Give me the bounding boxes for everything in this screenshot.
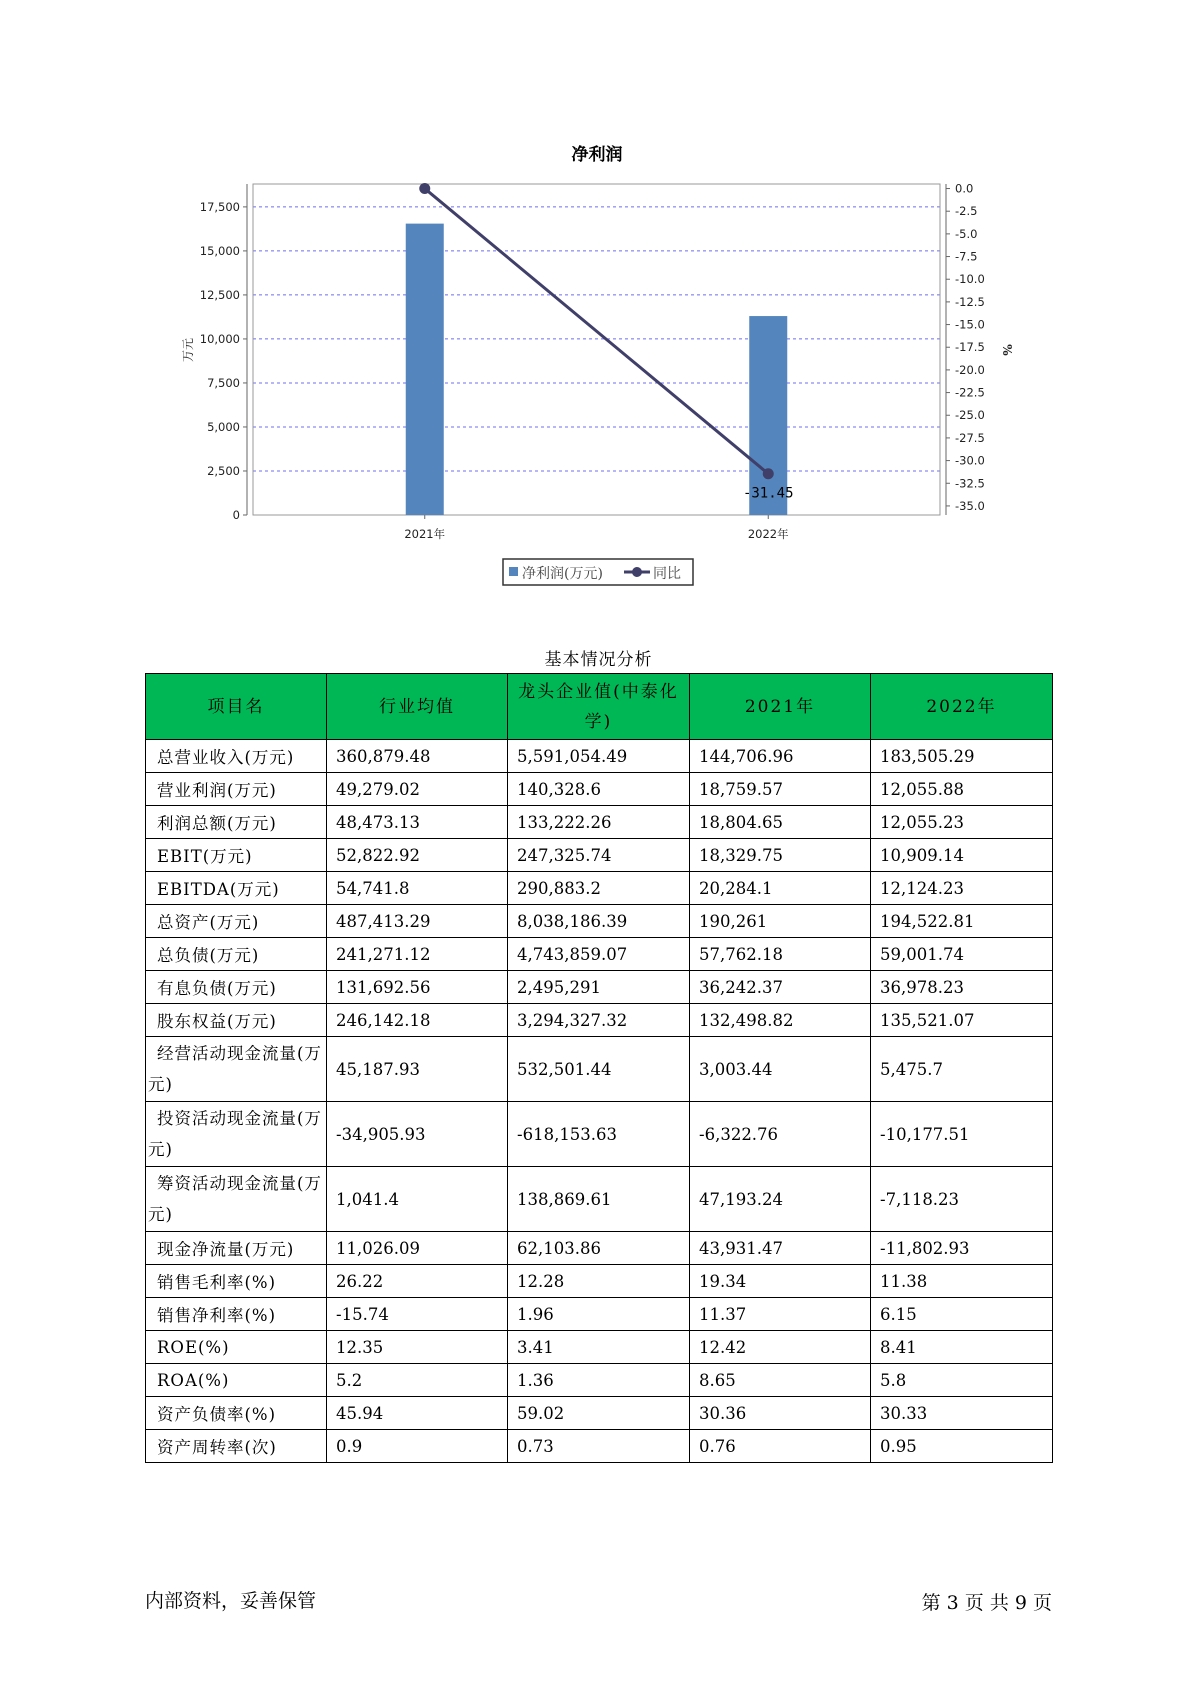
- value-cell: 0.76: [690, 1430, 871, 1463]
- value-cell: 54,741.8: [327, 872, 508, 905]
- row-label-cell: 销售毛利率(%): [146, 1265, 327, 1298]
- table-row: [146, 773, 1053, 806]
- table-row: [146, 1102, 1053, 1167]
- value-cell: 10,909.14: [871, 839, 1053, 872]
- value-cell: 532,501.44: [508, 1037, 690, 1102]
- right-axis-label: %: [1000, 344, 1014, 356]
- row-label-cell: 有息负债(万元): [146, 971, 327, 1004]
- value-cell: 6.15: [871, 1298, 1053, 1331]
- right-tick-label: -10.0: [955, 272, 985, 287]
- value-cell: 12.35: [327, 1331, 508, 1364]
- right-tick-label: -7.5: [955, 249, 978, 264]
- value-cell: 144,706.96: [690, 740, 871, 773]
- footer-page-number: 第 3 页 共 9 页: [921, 1592, 1052, 1614]
- header-2022: 2022年: [871, 674, 1053, 740]
- chart-title: 净利润: [571, 145, 623, 165]
- left-tick-label: 17,500: [199, 199, 240, 214]
- row-label-cell: 筹资活动现金流量(万元): [146, 1167, 327, 1232]
- value-cell: -6,322.76: [690, 1102, 871, 1167]
- x-axis: [404, 515, 789, 541]
- value-cell: 45,187.93: [327, 1037, 508, 1102]
- basic-analysis-table: [145, 673, 1053, 1463]
- header-item-name: 项目名: [146, 674, 327, 740]
- left-tick-label: 15,000: [199, 243, 240, 258]
- right-tick-label: -2.5: [955, 204, 978, 219]
- value-cell: 3,294,327.32: [508, 1004, 690, 1037]
- table-row: [146, 1397, 1053, 1430]
- row-label-cell: ROE(%): [146, 1331, 327, 1364]
- bar: [406, 224, 444, 515]
- value-cell: 8,038,186.39: [508, 905, 690, 938]
- header-industry-average: 行业均值: [327, 674, 508, 740]
- table-row: [146, 1167, 1053, 1232]
- value-cell: -11,802.93: [871, 1232, 1053, 1265]
- value-cell: 52,822.92: [327, 839, 508, 872]
- value-cell: 246,142.18: [327, 1004, 508, 1037]
- left-axis-label: 万元: [181, 337, 195, 363]
- value-cell: 183,505.29: [871, 740, 1053, 773]
- x-tick-label: 2021年: [404, 527, 446, 541]
- value-cell: 59,001.74: [871, 938, 1053, 971]
- legend-line-label: 同比: [653, 566, 681, 582]
- row-label-cell: EBIT(万元): [146, 839, 327, 872]
- table-row: [146, 740, 1053, 773]
- left-tick-label: 5,000: [207, 419, 240, 434]
- value-cell: -34,905.93: [327, 1102, 508, 1167]
- value-cell: 140,328.6: [508, 773, 690, 806]
- value-cell: 3.41: [508, 1331, 690, 1364]
- table-row: [146, 1331, 1053, 1364]
- left-tick-label: 10,000: [199, 331, 240, 346]
- value-cell: 5.2: [327, 1364, 508, 1397]
- table-row: [146, 971, 1053, 1004]
- line-series: [419, 183, 793, 502]
- row-label-cell: 营业利润(万元): [146, 773, 327, 806]
- value-cell: 26.22: [327, 1265, 508, 1298]
- legend-line-marker: [632, 567, 642, 577]
- value-cell: 5.8: [871, 1364, 1053, 1397]
- value-cell: 8.41: [871, 1331, 1053, 1364]
- value-cell: 1.96: [508, 1298, 690, 1331]
- footer-confidential-note: 内部资料，妥善保管: [145, 1590, 317, 1612]
- value-cell: 18,329.75: [690, 839, 871, 872]
- row-label-cell: EBITDA(万元): [146, 872, 327, 905]
- value-cell: 131,692.56: [327, 971, 508, 1004]
- line-point: [419, 183, 430, 194]
- left-axis: [200, 184, 247, 522]
- right-tick-label: -32.5: [955, 476, 985, 491]
- value-cell: 48,473.13: [327, 806, 508, 839]
- value-cell: 0.95: [871, 1430, 1053, 1463]
- row-label-cell: 股东权益(万元): [146, 1004, 327, 1037]
- right-tick-label: -35.0: [955, 498, 985, 513]
- value-cell: 1,041.4: [327, 1167, 508, 1232]
- left-tick-label: 7,500: [207, 375, 240, 390]
- value-cell: 47,193.24: [690, 1167, 871, 1232]
- value-cell: 12.42: [690, 1331, 871, 1364]
- right-tick-label: -15.0: [955, 317, 985, 332]
- value-cell: 3,003.44: [690, 1037, 871, 1102]
- header-2021: 2021年: [690, 674, 871, 740]
- table-header-row: [146, 674, 1053, 740]
- value-cell: 487,413.29: [327, 905, 508, 938]
- row-label-cell: 投资活动现金流量(万元): [146, 1102, 327, 1167]
- row-label-cell: 现金净流量(万元): [146, 1232, 327, 1265]
- value-cell: 20,284.1: [690, 872, 871, 905]
- value-cell: 241,271.12: [327, 938, 508, 971]
- value-cell: 11,026.09: [327, 1232, 508, 1265]
- value-cell: 8.65: [690, 1364, 871, 1397]
- row-label-cell: 销售净利率(%): [146, 1298, 327, 1331]
- value-cell: 12,055.23: [871, 806, 1053, 839]
- row-label-cell: 资产周转率(次): [146, 1430, 327, 1463]
- value-cell: 45.94: [327, 1397, 508, 1430]
- value-cell: -618,153.63: [508, 1102, 690, 1167]
- value-cell: 19.34: [690, 1265, 871, 1298]
- value-cell: -10,177.51: [871, 1102, 1053, 1167]
- value-cell: -7,118.23: [871, 1167, 1053, 1232]
- right-tick-label: -12.5: [955, 294, 985, 309]
- table-row: [146, 938, 1053, 971]
- value-cell: 5,591,054.49: [508, 740, 690, 773]
- value-cell: 18,804.65: [690, 806, 871, 839]
- value-cell: 138,869.61: [508, 1167, 690, 1232]
- table-row: [146, 1037, 1053, 1102]
- table-row: [146, 1265, 1053, 1298]
- chart-gridlines: [253, 207, 940, 471]
- value-cell: 62,103.86: [508, 1232, 690, 1265]
- left-tick-label: 12,500: [199, 287, 240, 302]
- table-caption: 基本情况分析: [544, 650, 653, 670]
- value-cell: 2,495,291: [508, 971, 690, 1004]
- value-cell: 36,242.37: [690, 971, 871, 1004]
- value-cell: 43,931.47: [690, 1232, 871, 1265]
- table-body: [146, 740, 1053, 1463]
- legend-bar-label: 净利润(万元): [522, 566, 603, 582]
- row-label-cell: 资产负债率(%): [146, 1397, 327, 1430]
- value-cell: 57,762.18: [690, 938, 871, 971]
- right-tick-label: -30.0: [955, 453, 985, 468]
- x-tick-label: 2022年: [747, 527, 789, 541]
- value-cell: 5,475.7: [871, 1037, 1053, 1102]
- value-cell: 290,883.2: [508, 872, 690, 905]
- left-tick-label: 2,500: [207, 463, 240, 478]
- right-tick-label: -20.0: [955, 362, 985, 377]
- table-row: [146, 1430, 1053, 1463]
- value-cell: 30.36: [690, 1397, 871, 1430]
- right-tick-label: -17.5: [955, 340, 985, 355]
- line-data-label: -31.45: [742, 485, 794, 502]
- value-cell: 190,261: [690, 905, 871, 938]
- left-tick-label: 0: [232, 508, 240, 522]
- value-cell: 12,055.88: [871, 773, 1053, 806]
- row-label-cell: 总负债(万元): [146, 938, 327, 971]
- value-cell: 11.37: [690, 1298, 871, 1331]
- value-cell: 11.38: [871, 1265, 1053, 1298]
- value-cell: 194,522.81: [871, 905, 1053, 938]
- plot-area-frame: [253, 184, 940, 515]
- net-profit-chart: [0, 0, 1191, 600]
- row-label-cell: 利润总额(万元): [146, 806, 327, 839]
- table-row: [146, 1004, 1053, 1037]
- row-label-cell: 总资产(万元): [146, 905, 327, 938]
- value-cell: 0.9: [327, 1430, 508, 1463]
- value-cell: 4,743,859.07: [508, 938, 690, 971]
- legend-bar-swatch: [509, 567, 518, 576]
- header-leader-value: 龙头企业值(中泰化学): [508, 674, 690, 740]
- table-row: [146, 905, 1053, 938]
- chart-legend: [503, 559, 693, 585]
- line-path: [425, 189, 769, 474]
- value-cell: -15.74: [327, 1298, 508, 1331]
- line-point: [763, 468, 774, 479]
- value-cell: 133,222.26: [508, 806, 690, 839]
- right-tick-label: -5.0: [955, 226, 978, 241]
- value-cell: 59.02: [508, 1397, 690, 1430]
- right-axis: [946, 182, 985, 515]
- row-label-cell: 经营活动现金流量(万元): [146, 1037, 327, 1102]
- table-row: [146, 1298, 1053, 1331]
- value-cell: 36,978.23: [871, 971, 1053, 1004]
- value-cell: 0.73: [508, 1430, 690, 1463]
- row-label-cell: 总营业收入(万元): [146, 740, 327, 773]
- table-row: [146, 872, 1053, 905]
- value-cell: 30.33: [871, 1397, 1053, 1430]
- table-row: [146, 1232, 1053, 1265]
- right-tick-label: 0.0: [955, 181, 974, 196]
- table-row: [146, 839, 1053, 872]
- right-tick-label: -25.0: [955, 408, 985, 423]
- value-cell: 132,498.82: [690, 1004, 871, 1037]
- value-cell: 135,521.07: [871, 1004, 1053, 1037]
- value-cell: 12,124.23: [871, 872, 1053, 905]
- value-cell: 1.36: [508, 1364, 690, 1397]
- value-cell: 18,759.57: [690, 773, 871, 806]
- value-cell: 360,879.48: [327, 740, 508, 773]
- right-tick-label: -27.5: [955, 430, 985, 445]
- value-cell: 49,279.02: [327, 773, 508, 806]
- value-cell: 12.28: [508, 1265, 690, 1298]
- table-row: [146, 806, 1053, 839]
- row-label-cell: ROA(%): [146, 1364, 327, 1397]
- table-row: [146, 1364, 1053, 1397]
- right-tick-label: -22.5: [955, 385, 985, 400]
- value-cell: 247,325.74: [508, 839, 690, 872]
